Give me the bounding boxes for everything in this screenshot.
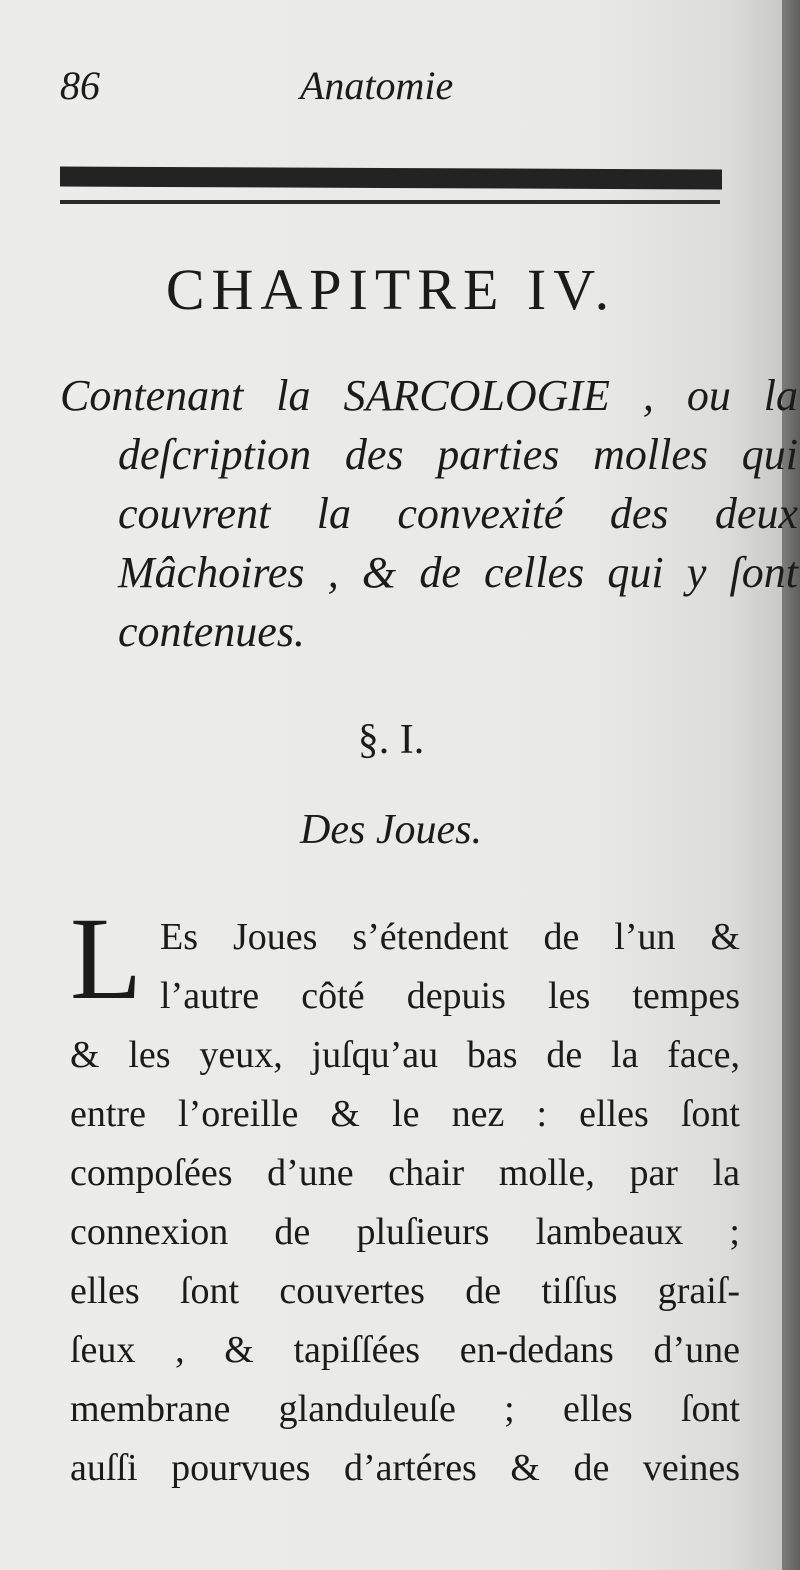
section-title: Des Joues.: [300, 807, 482, 853]
header-rule-thin: [60, 200, 720, 204]
body-text: [70, 908, 740, 1498]
body-line: compoſées d’une chair molle, par la: [70, 1152, 740, 1194]
body-line: entre l’oreille & le nez : elles ſont: [70, 1093, 740, 1135]
body-line: connexion de pluſieurs lambeaux ;: [70, 1211, 740, 1253]
body-line: elles ſont couvertes de tiſſus graiſ-: [70, 1270, 740, 1312]
body-line: auſſi pourvues d’artéres & de veines: [70, 1447, 740, 1489]
body-line: ſeux , & tapiſſées en-dedans d’une: [70, 1329, 740, 1371]
running-title: Anatomie: [300, 63, 454, 108]
body-line: Es Joues s’étendent de l’un &: [160, 916, 740, 958]
page-edge: [782, 0, 800, 1570]
body-line: membrane glanduleuſe ; elles ſont: [70, 1388, 740, 1430]
body-line: l’autre côté depuis les tempes: [160, 975, 740, 1017]
chapter-heading: CHAPITRE IV.: [165, 257, 617, 322]
body-line: & les yeux, juſqu’au bas de la face,: [70, 1034, 740, 1076]
page-number: 86: [60, 63, 100, 108]
drop-cap: L: [70, 893, 143, 1024]
header-rule-thick: [60, 167, 722, 190]
running-head: [60, 62, 720, 122]
chapter-subtitle: Contenant la SARCOLOGIE , ou la deſcription des parties molles qui couvrent la convexité des deux Mâchoires , & de celles qui y ſont contenues.: [60, 371, 798, 656]
section-mark: §. I.: [357, 717, 425, 763]
